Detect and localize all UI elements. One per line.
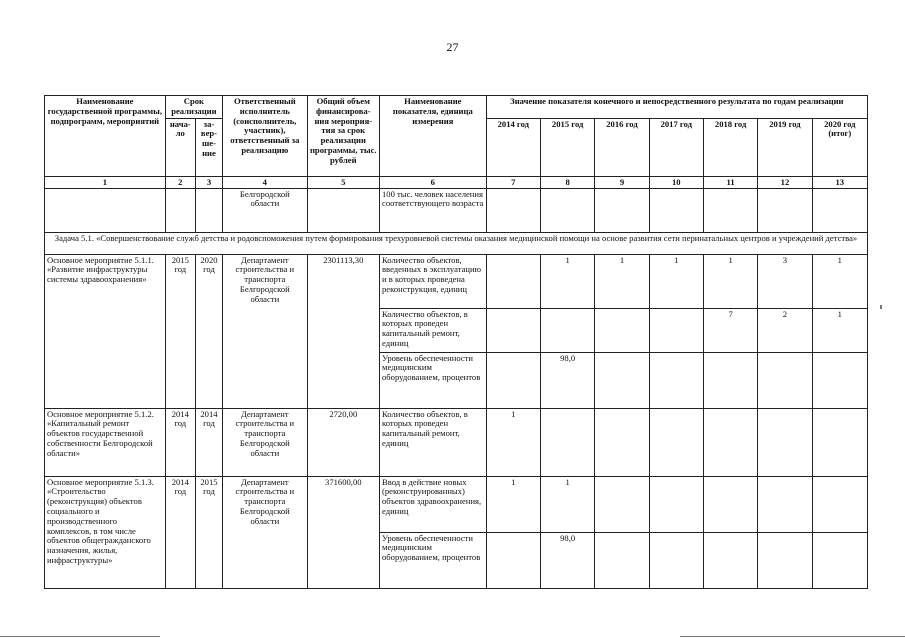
column-number: 7 xyxy=(486,176,540,188)
activity-name: Основное мероприятие 5.1.3. «Строительство (реконструкция) объектов социального и производственного комплексов, в том числе объектов общегражданского назначения, жилья, инфраструктуры» xyxy=(45,476,166,588)
indicator-value xyxy=(703,532,757,588)
indicator-value xyxy=(703,476,757,532)
indicator-value: 1 xyxy=(812,308,867,352)
header-values-title: Значение показателя конечного и непосредственного результата по годам реализации xyxy=(486,96,867,119)
header-year: 2019 год xyxy=(758,118,812,176)
continuation-indicator: 100 тыс. человек населения соответствующего возраста xyxy=(380,188,487,232)
indicator-value: 1 xyxy=(595,254,649,308)
scan-edge-line xyxy=(0,636,160,637)
indicator-value xyxy=(540,308,594,352)
indicator-label: Ввод в действие новых (реконструированных) объектов здравоохранения, единиц xyxy=(380,476,487,532)
indicator-value xyxy=(812,352,867,408)
indicator-value xyxy=(649,532,703,588)
header-year: 2016 год xyxy=(595,118,649,176)
header-executor: Ответственный исполнитель (соисполнитель, участник), ответственный за реализацию xyxy=(223,96,308,177)
scan-speck xyxy=(880,305,882,309)
column-number: 2 xyxy=(165,176,195,188)
column-number: 4 xyxy=(223,176,308,188)
indicator-value xyxy=(595,308,649,352)
activity-executor: Департамент строительства и транспорта Белгородской области xyxy=(223,408,308,476)
indicator-value xyxy=(758,408,812,476)
activity-end: 2020 год xyxy=(195,254,222,408)
activity-executor: Департамент строительства и транспорта Белгородской области xyxy=(223,254,308,408)
continuation-executor: Белгородской области xyxy=(223,188,308,232)
column-number: 12 xyxy=(758,176,812,188)
indicator-value xyxy=(812,532,867,588)
header-year: 2014 год xyxy=(486,118,540,176)
indicator-value xyxy=(812,408,867,476)
activity-start: 2014 год xyxy=(165,476,195,588)
table-row xyxy=(45,476,868,532)
indicator-value xyxy=(758,352,812,408)
header-term-end: за-вер-ше-ние xyxy=(195,118,222,176)
indicator-value xyxy=(649,476,703,532)
indicator-value xyxy=(486,352,540,408)
continuation-row xyxy=(45,188,868,232)
indicator-value: 7 xyxy=(703,308,757,352)
indicator-value xyxy=(649,352,703,408)
indicator-value xyxy=(649,308,703,352)
indicator-value xyxy=(540,408,594,476)
column-numbers-row xyxy=(45,176,868,188)
activity-executor: Департамент строительства и транспорта Белгородской области xyxy=(223,476,308,588)
activity-funding: 2301113,30 xyxy=(307,254,379,408)
header-term-start: нача-ло xyxy=(165,118,195,176)
activity-end: 2015 год xyxy=(195,476,222,588)
indicator-value: 1 xyxy=(486,476,540,532)
indicator-label: Количество объектов, в которых проведен капитальный ремонт, единиц xyxy=(380,408,487,476)
indicator-value: 1 xyxy=(540,254,594,308)
column-number: 5 xyxy=(307,176,379,188)
indicator-label: Количество объектов, в которых проведен капитальный ремонт, единиц xyxy=(380,308,487,352)
indicator-value xyxy=(649,408,703,476)
header-funding: Общий объем финансирова-ния мероприя-тия за срок реализации программы, тыс. рублей xyxy=(307,96,379,177)
activity-name: Основное мероприятие 5.1.2. «Капитальный ремонт объектов государственной собственности Белгородской области» xyxy=(45,408,166,476)
indicator-value: 1 xyxy=(649,254,703,308)
indicator-value: 1 xyxy=(486,408,540,476)
activity-name: Основное мероприятие 5.1.1. «Развитие инфраструктуры системы здравоохранения» xyxy=(45,254,166,408)
indicator-value: 98,0 xyxy=(540,532,594,588)
column-number: 13 xyxy=(812,176,867,188)
indicator-value xyxy=(595,352,649,408)
indicator-value: 2 xyxy=(758,308,812,352)
column-number: 9 xyxy=(595,176,649,188)
column-number: 11 xyxy=(703,176,757,188)
indicator-value: 1 xyxy=(703,254,757,308)
header-name: Наименование государственной программы, подпрограмм, мероприятий xyxy=(45,96,166,177)
column-number: 8 xyxy=(540,176,594,188)
task-row xyxy=(45,232,868,254)
indicator-value xyxy=(758,476,812,532)
indicator-value xyxy=(812,476,867,532)
indicator-value xyxy=(486,254,540,308)
indicator-value xyxy=(758,532,812,588)
indicator-value xyxy=(486,532,540,588)
indicator-value xyxy=(595,532,649,588)
indicator-value xyxy=(703,408,757,476)
table-row xyxy=(45,408,868,476)
activity-funding: 371600,00 xyxy=(307,476,379,588)
page-number: 27 xyxy=(446,40,459,54)
column-number: 1 xyxy=(45,176,166,188)
header-year: 2017 год xyxy=(649,118,703,176)
table-row xyxy=(45,254,868,308)
header-term: Срок реализации xyxy=(165,96,222,119)
indicator-value xyxy=(486,308,540,352)
header-year: 2015 год xyxy=(540,118,594,176)
task-title: Задача 5.1. «Совершенствование служб детства и родовспоможения путем формирования трехуровневой системы оказания медицинской помощи на основе развития сети перинатальных центров и учреждений детства» xyxy=(45,232,868,254)
activity-end: 2014 год xyxy=(195,408,222,476)
activity-funding: 2720,00 xyxy=(307,408,379,476)
indicator-label: Уровень обеспеченности медицинским оборудованием, процентов xyxy=(380,352,487,408)
indicator-value: 1 xyxy=(812,254,867,308)
indicator-value: 3 xyxy=(758,254,812,308)
indicator-value xyxy=(703,352,757,408)
activity-start: 2015 год xyxy=(165,254,195,408)
scan-edge-line xyxy=(680,636,905,637)
program-table xyxy=(44,95,868,589)
indicator-value: 98,0 xyxy=(540,352,594,408)
indicator-label: Уровень обеспеченности медицинским оборудованием, процентов xyxy=(380,532,487,588)
column-number: 3 xyxy=(195,176,222,188)
indicator-value xyxy=(595,408,649,476)
indicator-label: Количество объектов, введенных в эксплуатацию и в которых проведена реконструкция, единиц xyxy=(380,254,487,308)
indicator-value: 1 xyxy=(540,476,594,532)
indicator-value xyxy=(595,476,649,532)
column-number: 6 xyxy=(380,176,487,188)
header-indicator: Наименование показателя, единица измерения xyxy=(380,96,487,177)
header-year: 2020 год (итог) xyxy=(812,118,867,176)
activity-start: 2014 год xyxy=(165,408,195,476)
column-number: 10 xyxy=(649,176,703,188)
header-year: 2018 год xyxy=(703,118,757,176)
